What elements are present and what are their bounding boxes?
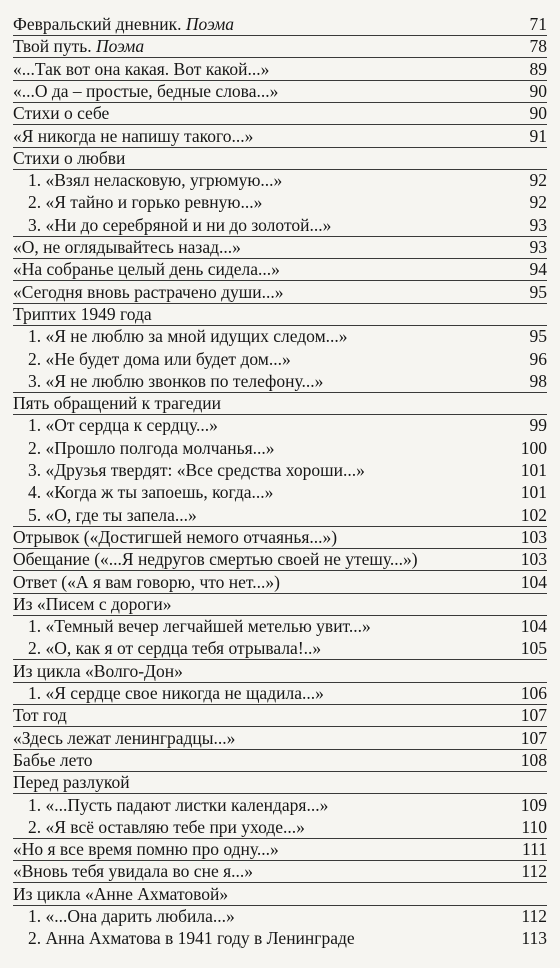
- toc-entry: [0, 34, 560, 58]
- entry-title: [28, 681, 324, 705]
- toc-entry: [0, 391, 560, 415]
- toc-entry: [0, 12, 560, 36]
- entry-title-text: 1. «Я не люблю за мной идущих следом...»: [28, 326, 348, 347]
- page-number: 112: [521, 906, 547, 926]
- entry-title-text: 3. «Я не люблю звонков по телефону...»: [28, 370, 324, 391]
- page-number: 89: [529, 58, 547, 79]
- toc-subentry: [0, 324, 560, 348]
- page-number: 109: [520, 794, 547, 815]
- entry-title: [28, 503, 197, 527]
- entry-title: [13, 302, 152, 326]
- toc-subentry: [0, 815, 560, 839]
- entry-title: [28, 436, 275, 460]
- entry-title: [13, 34, 144, 58]
- toc-entry: [0, 659, 560, 683]
- entry-title-text: 1. «Темный вечер легчайшей метелью увит...»: [28, 616, 371, 637]
- entry-title: [13, 79, 278, 103]
- entry-title: [28, 347, 291, 371]
- toc-entry: [0, 592, 560, 616]
- entry-title-text: 1. «От сердца к сердцу...»: [28, 415, 218, 436]
- entry-title-text: «...О да – простые, бедные слова...»: [13, 80, 279, 101]
- entry-title-text: 3. «Друзья твердят: «Все средства хороши...»: [28, 460, 365, 480]
- entry-title: [13, 748, 93, 772]
- toc-entry: [0, 837, 560, 861]
- toc-subentry: [0, 413, 560, 437]
- entry-title-text: 1. «...Она дарить любила...»: [28, 906, 235, 926]
- toc-subentry: [0, 458, 560, 482]
- entry-title-text: 1. «Я сердце свое никогда не щадила...»: [28, 683, 324, 703]
- entry-title-text: Из цикла «Анне Ахматовой»: [13, 883, 229, 904]
- entry-title: [28, 413, 218, 437]
- entry-title: [13, 280, 283, 304]
- entry-title-text: Перед разлукой: [13, 772, 130, 793]
- entry-title: [28, 480, 273, 504]
- page-number: 71: [529, 14, 547, 34]
- entry-title: [28, 369, 323, 393]
- toc-entry: [0, 525, 560, 549]
- entry-title: [13, 837, 279, 861]
- entry-title: [13, 726, 235, 750]
- entry-title: [13, 859, 253, 883]
- entry-title-text: 1. «Взял неласковую, угрюмую...»: [28, 170, 283, 191]
- page-number: 93: [529, 237, 547, 257]
- entry-title-text: Из цикла «Волго-Дон»: [13, 660, 183, 681]
- page-number: 107: [520, 705, 547, 726]
- entry-title-text: «Но я все время помню про одну...»: [13, 839, 279, 860]
- entry-title-text: «Вновь тебя увидала во сне я...»: [13, 861, 254, 882]
- toc-subentry: [0, 480, 560, 504]
- entry-title-text: Тот год: [13, 705, 67, 726]
- page-number: 95: [529, 281, 547, 302]
- entry-title: [28, 213, 331, 237]
- entry-title-text: «Я никогда не напишу такого...»: [13, 125, 254, 146]
- entry-title: [13, 570, 280, 594]
- entry-title: [28, 614, 371, 638]
- page-number: 93: [529, 214, 547, 235]
- entry-title-text: Стихи о себе: [13, 103, 110, 124]
- toc-entry: [0, 302, 560, 326]
- entry-title: [13, 257, 280, 281]
- entry-title: [13, 525, 337, 549]
- page-number: 91: [529, 125, 547, 146]
- toc-subentry: [0, 793, 560, 817]
- toc-entry: [0, 57, 560, 81]
- entry-title-text: Отрывок («Достигшей немого отчаянья...»): [13, 526, 338, 547]
- page-number: 95: [529, 326, 547, 347]
- page-number: 112: [521, 861, 547, 882]
- entry-title: [28, 815, 305, 839]
- entry-title: [13, 703, 67, 727]
- page-number: 90: [529, 103, 547, 124]
- toc-entry: [0, 79, 560, 103]
- toc-subentry: [0, 369, 560, 393]
- entry-title: [13, 101, 109, 125]
- entry-title-text: Бабье лето: [13, 749, 93, 770]
- page-number: 107: [520, 727, 547, 748]
- toc-entry: [0, 280, 560, 304]
- entry-title: [13, 146, 125, 170]
- entry-title: [13, 235, 241, 259]
- toc-subentry: [0, 614, 560, 638]
- entry-title-text: 4. «Когда ж ты запоешь, когда...»: [28, 482, 274, 503]
- entry-title: [28, 793, 328, 817]
- entry-title-text: 2. Анна Ахматова в 1941 году в Ленинграде: [28, 928, 355, 949]
- page-number: 113: [521, 928, 547, 949]
- entry-title: [28, 904, 235, 928]
- entry-title: [13, 659, 183, 683]
- entry-title-text: Февральский дневник.: [13, 14, 186, 34]
- entry-title-text: «На собранье целый день сидела...»: [13, 259, 280, 280]
- page-number: 100: [520, 437, 547, 458]
- toc-subentry: [0, 436, 560, 460]
- entry-title-text: «О, не оглядывайтесь назад...»: [13, 237, 241, 257]
- entry-title-text: Из «Писем с дороги»: [13, 593, 172, 614]
- entry-title-text: Триптих 1949 года: [13, 303, 152, 324]
- entry-title: [28, 926, 355, 950]
- toc-subentry: [0, 926, 560, 950]
- toc-entry: [0, 882, 560, 906]
- page-number: 92: [529, 170, 547, 191]
- toc-entry: [0, 124, 560, 148]
- entry-title: [13, 12, 234, 36]
- entry-title-text: 2. «Прошло полгода молчанья...»: [28, 437, 275, 458]
- entry-genre: Поэма: [185, 14, 235, 34]
- page-number: 102: [520, 504, 547, 525]
- page-number: 103: [520, 549, 547, 570]
- page-number: 98: [529, 370, 547, 391]
- entry-title: [13, 547, 418, 571]
- toc-entry: [0, 235, 560, 259]
- entry-title-text: 2. «О, как я от сердца тебя отрывала!..»: [28, 638, 322, 659]
- page-number: 105: [520, 638, 547, 659]
- entry-title: [13, 124, 253, 148]
- toc-subentry: [0, 168, 560, 192]
- entry-title-text: 3. «Ни до серебряной и ни до золотой...»: [28, 214, 332, 235]
- page-number: 108: [520, 749, 547, 770]
- toc-subentry: [0, 503, 560, 527]
- entry-title-text: 2. «Не будет дома или будет дом...»: [28, 348, 291, 369]
- entry-title: [28, 458, 365, 482]
- entry-title-text: 5. «О, где ты запела...»: [28, 504, 197, 525]
- toc-entry: [0, 859, 560, 883]
- page-number: 101: [520, 460, 547, 480]
- toc-subentry: [0, 190, 560, 214]
- toc-entry: [0, 547, 560, 571]
- entry-title-text: 2. «Я тайно и горько ревную...»: [28, 192, 263, 213]
- toc-entry: [0, 703, 560, 727]
- toc-entry: [0, 101, 560, 125]
- page-number: 101: [520, 482, 547, 503]
- entry-title-text: Обещание («...Я недругов смертью своей не утешу...»): [13, 549, 418, 570]
- page-number: 111: [522, 839, 547, 860]
- entry-title-text: Твой путь.: [13, 36, 96, 57]
- toc-subentry: [0, 681, 560, 705]
- page-number: 94: [529, 259, 547, 280]
- page-number: 104: [520, 571, 547, 592]
- entry-title: [28, 168, 282, 192]
- toc-entry: [0, 146, 560, 170]
- entry-title: [13, 592, 171, 616]
- entry-title: [13, 391, 221, 415]
- page-number: 96: [529, 348, 547, 369]
- entry-genre: Поэма: [95, 36, 145, 57]
- entry-title-text: 1. «...Пусть падают листки календаря...»: [28, 794, 329, 815]
- entry-title-text: «Сегодня вновь растрачено души...»: [13, 281, 284, 302]
- entry-title: [13, 770, 130, 794]
- entry-title-text: Ответ («А я вам говорю, что нет...»): [13, 571, 280, 592]
- entry-title-text: 2. «Я всё оставляю тебе при уходе...»: [28, 816, 305, 837]
- toc-subentry: [0, 904, 560, 928]
- toc-entry: [0, 770, 560, 794]
- entry-title-text: «Здесь лежат ленинградцы...»: [13, 727, 236, 748]
- page-number: 92: [529, 192, 547, 213]
- toc-subentry: [0, 213, 560, 237]
- page-number: 78: [529, 36, 547, 57]
- entry-title: [28, 190, 262, 214]
- toc-subentry: [0, 347, 560, 371]
- entry-title-text: Пять обращений к трагедии: [13, 393, 221, 414]
- page-number: 103: [520, 526, 547, 547]
- entry-title-text: Стихи о любви: [13, 147, 126, 168]
- page-number: 99: [529, 415, 547, 436]
- page-number: 110: [521, 816, 547, 837]
- toc-subentry: [0, 636, 560, 660]
- page-number: 90: [529, 80, 547, 101]
- toc-entry: [0, 257, 560, 281]
- entry-title-text: «...Так вот она какая. Вот какой...»: [13, 58, 270, 79]
- toc-entry: [0, 748, 560, 772]
- page-number: 106: [520, 683, 547, 703]
- entry-title: [13, 57, 269, 81]
- page-number: 104: [520, 616, 547, 637]
- toc-entry: [0, 570, 560, 594]
- entry-title: [13, 882, 228, 906]
- toc-entry: [0, 726, 560, 750]
- entry-title: [28, 324, 348, 348]
- entry-title: [28, 636, 321, 660]
